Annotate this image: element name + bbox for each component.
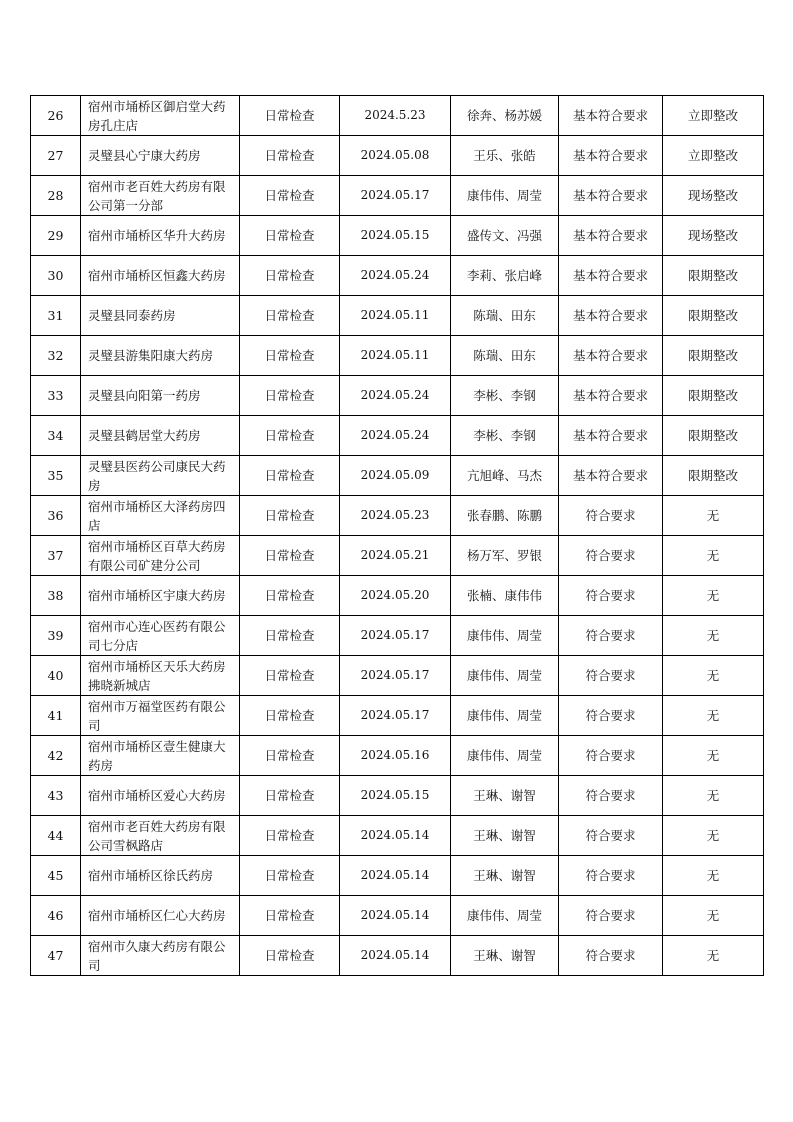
rectification-cell: 无 xyxy=(663,776,764,816)
inspection-date-cell: 2024.05.16 xyxy=(340,736,451,776)
row-number-cell: 36 xyxy=(31,496,81,536)
rectification-cell: 无 xyxy=(663,856,764,896)
pharmacy-name-cell: 宿州市老百姓大药房有限公司第一分部 xyxy=(81,176,240,216)
inspection-type-cell: 日常检查 xyxy=(240,616,340,656)
inspection-date-cell: 2024.05.24 xyxy=(340,256,451,296)
table-row xyxy=(31,296,764,336)
rectification-cell: 无 xyxy=(663,576,764,616)
pharmacy-name-cell: 宿州市埇桥区大泽药房四店 xyxy=(81,496,240,536)
result-cell: 符合要求 xyxy=(559,496,663,536)
table-row xyxy=(31,176,764,216)
pharmacy-name-cell: 灵璧县鹤居堂大药房 xyxy=(81,416,240,456)
inspectors-cell: 康伟伟、周莹 xyxy=(451,696,559,736)
inspection-date-cell: 2024.05.17 xyxy=(340,696,451,736)
inspectors-cell: 王琳、谢智 xyxy=(451,856,559,896)
table-row xyxy=(31,656,764,696)
inspection-date-cell: 2024.5.23 xyxy=(340,96,451,136)
pharmacy-name-cell: 宿州市埇桥区百草大药房有限公司矿建分公司 xyxy=(81,536,240,576)
row-number-cell: 37 xyxy=(31,536,81,576)
result-cell: 符合要求 xyxy=(559,576,663,616)
inspectors-cell: 盛传文、冯强 xyxy=(451,216,559,256)
rectification-cell: 无 xyxy=(663,696,764,736)
inspection-date-cell: 2024.05.15 xyxy=(340,776,451,816)
rectification-cell: 立即整改 xyxy=(663,96,764,136)
table-row xyxy=(31,256,764,296)
rectification-cell: 限期整改 xyxy=(663,376,764,416)
rectification-cell: 无 xyxy=(663,656,764,696)
inspection-date-cell: 2024.05.17 xyxy=(340,176,451,216)
table-row xyxy=(31,496,764,536)
table-row xyxy=(31,896,764,936)
result-cell: 符合要求 xyxy=(559,656,663,696)
rectification-cell: 立即整改 xyxy=(663,136,764,176)
rectification-cell: 限期整改 xyxy=(663,296,764,336)
inspection-date-cell: 2024.05.11 xyxy=(340,336,451,376)
result-cell: 基本符合要求 xyxy=(559,416,663,456)
table-row xyxy=(31,696,764,736)
rectification-cell: 无 xyxy=(663,936,764,976)
row-number-cell: 35 xyxy=(31,456,81,496)
rectification-cell: 无 xyxy=(663,496,764,536)
inspection-type-cell: 日常检查 xyxy=(240,376,340,416)
inspection-type-cell: 日常检查 xyxy=(240,336,340,376)
result-cell: 基本符合要求 xyxy=(559,136,663,176)
inspection-date-cell: 2024.05.08 xyxy=(340,136,451,176)
table-row xyxy=(31,616,764,656)
result-cell: 基本符合要求 xyxy=(559,456,663,496)
table-row xyxy=(31,96,764,136)
inspection-type-cell: 日常检查 xyxy=(240,256,340,296)
inspectors-cell: 王琳、谢智 xyxy=(451,936,559,976)
inspectors-cell: 陈瑞、田东 xyxy=(451,296,559,336)
inspection-date-cell: 2024.05.24 xyxy=(340,376,451,416)
inspectors-cell: 王琳、谢智 xyxy=(451,776,559,816)
inspection-date-cell: 2024.05.09 xyxy=(340,456,451,496)
result-cell: 符合要求 xyxy=(559,536,663,576)
inspection-type-cell: 日常检查 xyxy=(240,776,340,816)
result-cell: 基本符合要求 xyxy=(559,336,663,376)
result-cell: 符合要求 xyxy=(559,776,663,816)
table-body xyxy=(31,96,764,976)
pharmacy-name-cell: 宿州市埇桥区徐氏药房 xyxy=(81,856,240,896)
result-cell: 符合要求 xyxy=(559,856,663,896)
pharmacy-name-cell: 宿州市埇桥区华升大药房 xyxy=(81,216,240,256)
inspection-type-cell: 日常检查 xyxy=(240,536,340,576)
rectification-cell: 无 xyxy=(663,896,764,936)
pharmacy-name-cell: 宿州市久康大药房有限公司 xyxy=(81,936,240,976)
row-number-cell: 26 xyxy=(31,96,81,136)
table-row xyxy=(31,536,764,576)
table-row xyxy=(31,136,764,176)
row-number-cell: 31 xyxy=(31,296,81,336)
pharmacy-name-cell: 宿州市埇桥区壹生健康大药房 xyxy=(81,736,240,776)
inspectors-cell: 杨万军、罗银 xyxy=(451,536,559,576)
pharmacy-name-cell: 灵璧县游集阳康大药房 xyxy=(81,336,240,376)
pharmacy-name-cell: 宿州市心连心医药有限公司七分店 xyxy=(81,616,240,656)
inspectors-cell: 康伟伟、周莹 xyxy=(451,896,559,936)
rectification-cell: 限期整改 xyxy=(663,256,764,296)
inspection-date-cell: 2024.05.14 xyxy=(340,816,451,856)
row-number-cell: 43 xyxy=(31,776,81,816)
pharmacy-name-cell: 宿州市埇桥区天乐大药房拂晓新城店 xyxy=(81,656,240,696)
row-number-cell: 30 xyxy=(31,256,81,296)
result-cell: 基本符合要求 xyxy=(559,296,663,336)
rectification-cell: 现场整改 xyxy=(663,216,764,256)
inspection-type-cell: 日常检查 xyxy=(240,576,340,616)
inspectors-cell: 康伟伟、周莹 xyxy=(451,656,559,696)
row-number-cell: 47 xyxy=(31,936,81,976)
table-row xyxy=(31,416,764,456)
pharmacy-name-cell: 宿州市埇桥区宇康大药房 xyxy=(81,576,240,616)
row-number-cell: 46 xyxy=(31,896,81,936)
row-number-cell: 33 xyxy=(31,376,81,416)
row-number-cell: 44 xyxy=(31,816,81,856)
table-row xyxy=(31,736,764,776)
inspectors-cell: 王琳、谢智 xyxy=(451,816,559,856)
result-cell: 基本符合要求 xyxy=(559,376,663,416)
row-number-cell: 28 xyxy=(31,176,81,216)
rectification-cell: 无 xyxy=(663,816,764,856)
table-row xyxy=(31,816,764,856)
result-cell: 基本符合要求 xyxy=(559,176,663,216)
inspection-type-cell: 日常检查 xyxy=(240,696,340,736)
inspection-date-cell: 2024.05.24 xyxy=(340,416,451,456)
row-number-cell: 42 xyxy=(31,736,81,776)
inspection-date-cell: 2024.05.11 xyxy=(340,296,451,336)
pharmacy-name-cell: 宿州市万福堂医药有限公司 xyxy=(81,696,240,736)
pharmacy-name-cell: 宿州市埇桥区恒鑫大药房 xyxy=(81,256,240,296)
inspectors-cell: 陈瑞、田东 xyxy=(451,336,559,376)
result-cell: 符合要求 xyxy=(559,816,663,856)
inspectors-cell: 亢旭峰、马杰 xyxy=(451,456,559,496)
inspectors-cell: 康伟伟、周莹 xyxy=(451,736,559,776)
inspection-date-cell: 2024.05.23 xyxy=(340,496,451,536)
row-number-cell: 39 xyxy=(31,616,81,656)
row-number-cell: 41 xyxy=(31,696,81,736)
inspection-type-cell: 日常检查 xyxy=(240,736,340,776)
rectification-cell: 限期整改 xyxy=(663,336,764,376)
result-cell: 符合要求 xyxy=(559,936,663,976)
pharmacy-name-cell: 宿州市埇桥区御启堂大药房孔庄店 xyxy=(81,96,240,136)
rectification-cell: 无 xyxy=(663,736,764,776)
inspection-type-cell: 日常检查 xyxy=(240,296,340,336)
pharmacy-name-cell: 灵璧县心宁康大药房 xyxy=(81,136,240,176)
inspection-type-cell: 日常检查 xyxy=(240,656,340,696)
rectification-cell: 无 xyxy=(663,616,764,656)
result-cell: 符合要求 xyxy=(559,616,663,656)
result-cell: 基本符合要求 xyxy=(559,216,663,256)
inspection-date-cell: 2024.05.17 xyxy=(340,656,451,696)
rectification-cell: 限期整改 xyxy=(663,416,764,456)
inspection-date-cell: 2024.05.21 xyxy=(340,536,451,576)
table-row xyxy=(31,936,764,976)
inspection-date-cell: 2024.05.14 xyxy=(340,896,451,936)
inspection-type-cell: 日常检查 xyxy=(240,136,340,176)
rectification-cell: 现场整改 xyxy=(663,176,764,216)
inspection-type-cell: 日常检查 xyxy=(240,96,340,136)
table-row xyxy=(31,576,764,616)
row-number-cell: 40 xyxy=(31,656,81,696)
inspection-type-cell: 日常检查 xyxy=(240,496,340,536)
result-cell: 基本符合要求 xyxy=(559,96,663,136)
inspection-type-cell: 日常检查 xyxy=(240,176,340,216)
inspection-type-cell: 日常检查 xyxy=(240,856,340,896)
row-number-cell: 32 xyxy=(31,336,81,376)
inspection-date-cell: 2024.05.15 xyxy=(340,216,451,256)
inspection-table xyxy=(30,95,764,976)
table-row xyxy=(31,776,764,816)
table-row xyxy=(31,456,764,496)
result-cell: 符合要求 xyxy=(559,736,663,776)
inspection-type-cell: 日常检查 xyxy=(240,936,340,976)
inspectors-cell: 康伟伟、周莹 xyxy=(451,176,559,216)
result-cell: 符合要求 xyxy=(559,696,663,736)
pharmacy-name-cell: 宿州市老百姓大药房有限公司雪枫路店 xyxy=(81,816,240,856)
inspectors-cell: 徐奔、杨苏媛 xyxy=(451,96,559,136)
inspection-date-cell: 2024.05.14 xyxy=(340,856,451,896)
pharmacy-name-cell: 灵璧县同泰药房 xyxy=(81,296,240,336)
table-row xyxy=(31,856,764,896)
table-row xyxy=(31,216,764,256)
pharmacy-name-cell: 灵璧县医药公司康民大药房 xyxy=(81,456,240,496)
inspection-type-cell: 日常检查 xyxy=(240,816,340,856)
rectification-cell: 无 xyxy=(663,536,764,576)
rectification-cell: 限期整改 xyxy=(663,456,764,496)
table-row xyxy=(31,376,764,416)
row-number-cell: 29 xyxy=(31,216,81,256)
inspectors-cell: 康伟伟、周莹 xyxy=(451,616,559,656)
inspection-type-cell: 日常检查 xyxy=(240,896,340,936)
pharmacy-name-cell: 灵璧县向阳第一药房 xyxy=(81,376,240,416)
row-number-cell: 34 xyxy=(31,416,81,456)
pharmacy-name-cell: 宿州市埇桥区仁心大药房 xyxy=(81,896,240,936)
inspection-type-cell: 日常检查 xyxy=(240,456,340,496)
inspection-type-cell: 日常检查 xyxy=(240,416,340,456)
row-number-cell: 27 xyxy=(31,136,81,176)
inspection-type-cell: 日常检查 xyxy=(240,216,340,256)
inspection-date-cell: 2024.05.20 xyxy=(340,576,451,616)
pharmacy-name-cell: 宿州市埇桥区爱心大药房 xyxy=(81,776,240,816)
inspectors-cell: 李彬、李钢 xyxy=(451,376,559,416)
inspection-date-cell: 2024.05.17 xyxy=(340,616,451,656)
row-number-cell: 45 xyxy=(31,856,81,896)
row-number-cell: 38 xyxy=(31,576,81,616)
inspectors-cell: 李彬、李钢 xyxy=(451,416,559,456)
result-cell: 基本符合要求 xyxy=(559,256,663,296)
inspectors-cell: 张楠、康伟伟 xyxy=(451,576,559,616)
inspection-date-cell: 2024.05.14 xyxy=(340,936,451,976)
inspectors-cell: 王乐、张皓 xyxy=(451,136,559,176)
inspectors-cell: 张春鹏、陈鹏 xyxy=(451,496,559,536)
table-row xyxy=(31,336,764,376)
inspectors-cell: 李莉、张启峰 xyxy=(451,256,559,296)
result-cell: 符合要求 xyxy=(559,896,663,936)
